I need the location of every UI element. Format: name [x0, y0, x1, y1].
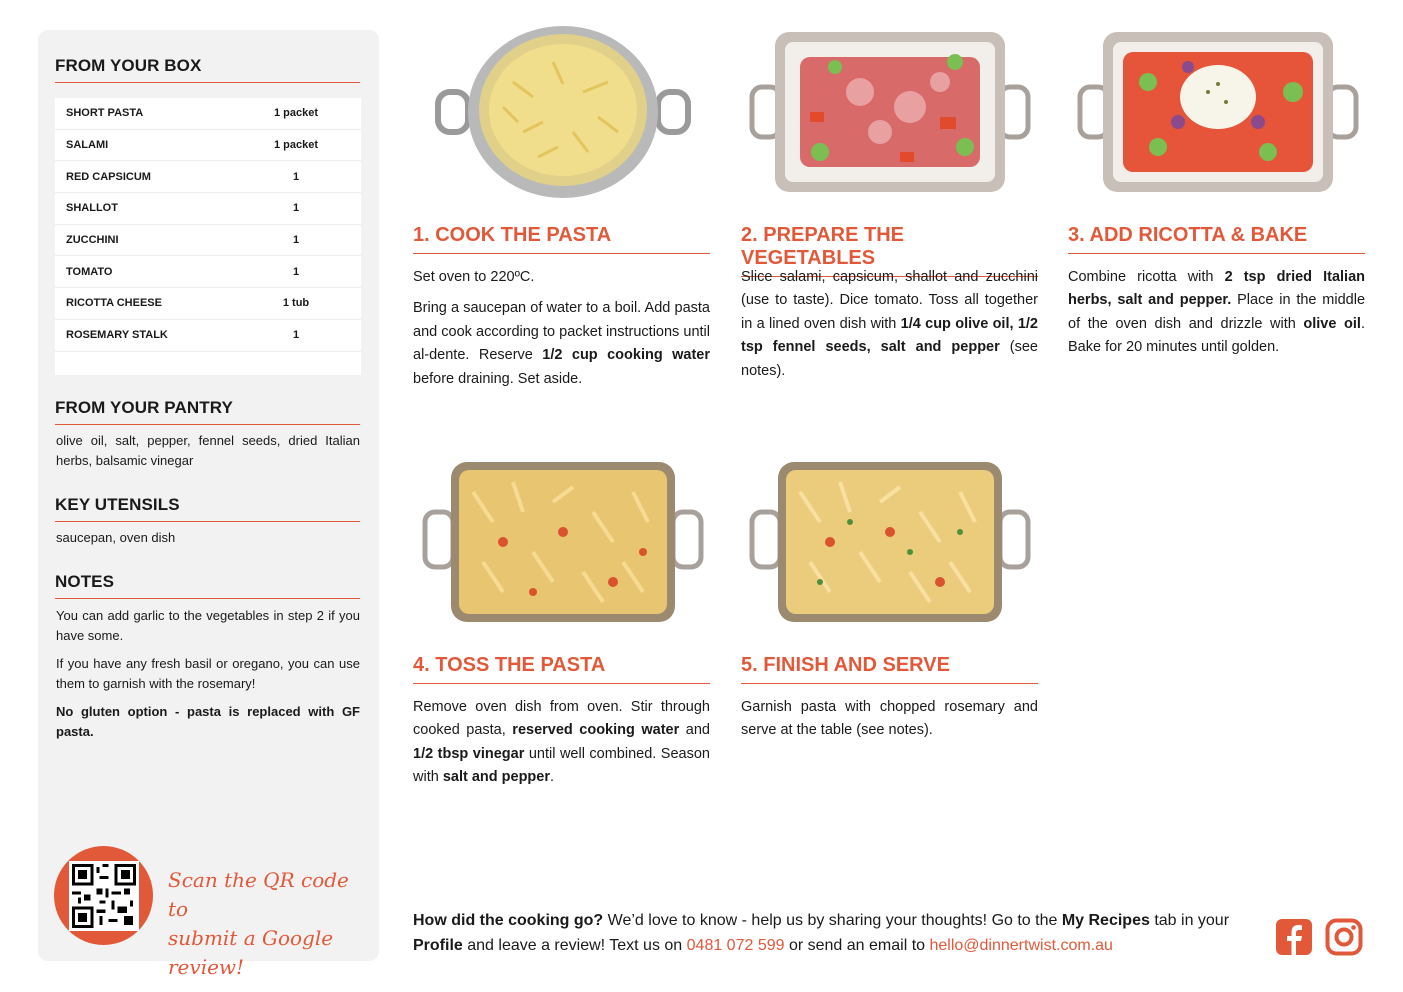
step-bold-text: reserved cooking water: [512, 722, 680, 739]
qr-caption: [168, 866, 368, 982]
ingredient-name: RED CAPSICUM: [66, 170, 151, 183]
step-text: Slice salami, capsicum, shallot and zucchini (use to taste). Dice tomato. Toss all together in a lined oven dish with: [741, 269, 1038, 332]
pantry-text: olive oil, salt, pepper, fennel seeds, dried Italian herbs, balsamic vinegar: [56, 433, 360, 468]
vegetables-photo: [740, 22, 1040, 202]
ingredient-qty: 1: [292, 234, 300, 247]
notes-title: NOTES: [55, 572, 360, 599]
ingredient-name: RICOTTA CHEESE: [66, 297, 162, 310]
qr-caption-line: submit a Google review!: [168, 926, 334, 979]
step-text: .: [550, 769, 555, 786]
table-row: [55, 130, 361, 162]
note-paragraph: No gluten option - pasta is replaced with GF pasta.: [56, 704, 360, 739]
ingredient-name: SALAMI: [66, 139, 109, 152]
ingredient-name: ROSEMARY STALK: [66, 329, 168, 342]
step-text: Place in the middle of the oven dish and drizzle with: [1068, 292, 1366, 332]
qr-caption-line: Scan the QR code to: [168, 868, 349, 921]
table-row: [55, 161, 361, 193]
ingredient-qty: 1 packet: [273, 107, 319, 120]
phone-link[interactable]: 0481 072 599: [686, 937, 785, 954]
step-3-title: 3. ADD RICOTTA & BAKE: [1068, 224, 1365, 254]
ingredient-name: TOMATO: [66, 265, 113, 278]
cook-pasta-photo: [413, 22, 713, 202]
step-bold-text: 2 tsp dried Italian herbs, salt and pepper.: [1068, 269, 1366, 309]
pantry-title: FROM YOUR PANTRY: [55, 398, 360, 425]
step-paragraph: Garnish pasta with chopped rosemary and serve at the table (see notes).: [741, 699, 1038, 739]
step-text: before draining. Set aside.: [413, 370, 583, 387]
step-bold-text: 1/4 cup olive oil, 1/2 tsp fennel seeds, salt and pepper: [741, 315, 1038, 356]
footer-text: tab in your: [1149, 912, 1230, 929]
ingredient-qty: 1 packet: [273, 139, 319, 152]
note-paragraph: You can add garlic to the vegetables in step 2 if you have some.: [56, 608, 360, 643]
step-text: until well combined. Season with: [413, 745, 710, 786]
ingredient-qty: 1: [292, 329, 300, 342]
table-row: [55, 98, 361, 130]
ingredient-qty: 1 tub: [282, 297, 310, 310]
step-paragraph: [413, 297, 710, 391]
step-5-title: 5. FINISH AND SERVE: [741, 654, 1038, 684]
qr-code-icon: [69, 861, 139, 931]
footer-question: How did the cooking go?: [413, 912, 604, 929]
ingredient-name: ZUCCHINI: [66, 234, 119, 247]
my-recipes-label: My Recipes: [1061, 912, 1150, 929]
finish-serve-photo: [740, 452, 1040, 632]
step-text: Remove oven dish from oven. Stir through cooked pasta,: [413, 699, 710, 739]
profile-label: Profile: [413, 937, 463, 954]
step-bold-text: 1/2 cup cooking water: [542, 347, 710, 364]
ingredient-qty: 1: [292, 170, 300, 183]
step-text: Bring a saucepan of water to a boil. Add pasta and cook according to packet instructions until al-dente. Reserve: [413, 300, 710, 364]
step-bold-text: salt and pepper: [442, 769, 550, 786]
step-paragraph: [1068, 266, 1365, 360]
step-2-title: 2. PREPARE THE VEGETABLES: [741, 224, 1038, 277]
table-row: [55, 193, 361, 225]
note-paragraph: If you have any fresh basil or oregano, you can use them to garnish with the rosemary!: [56, 656, 360, 691]
ingredient-qty: 1: [292, 265, 300, 278]
ingredients-table: [55, 98, 361, 375]
from-box-title: FROM YOUR BOX: [55, 56, 360, 83]
table-row: [55, 320, 361, 352]
table-row: [55, 225, 361, 257]
step-text: (see notes).: [741, 339, 1038, 379]
ricotta-bake-photo: [1068, 22, 1368, 202]
sidebar: [38, 30, 379, 979]
utensils-text: saucepan, oven dish: [56, 530, 176, 545]
step-bold-text: 1/2 tbsp vinegar: [413, 745, 525, 762]
email-link[interactable]: hello@dinnertwist.com.au: [929, 937, 1113, 954]
step-5-body: [741, 696, 1038, 751]
step-bold-text: olive oil: [1303, 315, 1361, 332]
step-text: and: [679, 722, 710, 739]
step-text: . Bake for 20 minutes until golden.: [1068, 315, 1365, 356]
ingredient-name: SHALLOT: [66, 202, 118, 215]
table-row: [55, 288, 361, 320]
instagram-icon[interactable]: [1325, 918, 1363, 956]
qr-badge: [54, 846, 153, 945]
step-text: Combine ricotta with: [1068, 269, 1225, 285]
footer-text: or send an email to: [784, 937, 930, 954]
step-paragraph: [741, 266, 1038, 383]
utensils-title: KEY UTENSILS: [55, 495, 360, 522]
step-2-body: [741, 266, 1038, 391]
ingredient-name: SHORT PASTA: [66, 107, 144, 120]
toss-pasta-photo: [413, 452, 713, 632]
step-4-body: [413, 696, 710, 798]
table-row: [55, 256, 361, 288]
step-1-title: 1. COOK THE PASTA: [413, 224, 710, 254]
step-paragraph: Set oven to 220ºC.: [413, 269, 535, 285]
step-4-title: 4. TOSS THE PASTA: [413, 654, 710, 684]
footer-text: We’d love to know - help us by sharing your thoughts! Go to the: [603, 912, 1062, 929]
footer-text: and leave a review! Text us on: [462, 937, 687, 954]
review-footer: [413, 908, 1263, 958]
step-3-body: [1068, 266, 1365, 368]
step-paragraph: [413, 696, 710, 790]
step-1-body: [413, 266, 710, 399]
facebook-icon[interactable]: [1275, 918, 1313, 956]
ingredient-qty: 1: [292, 202, 300, 215]
notes-text: [56, 606, 360, 750]
